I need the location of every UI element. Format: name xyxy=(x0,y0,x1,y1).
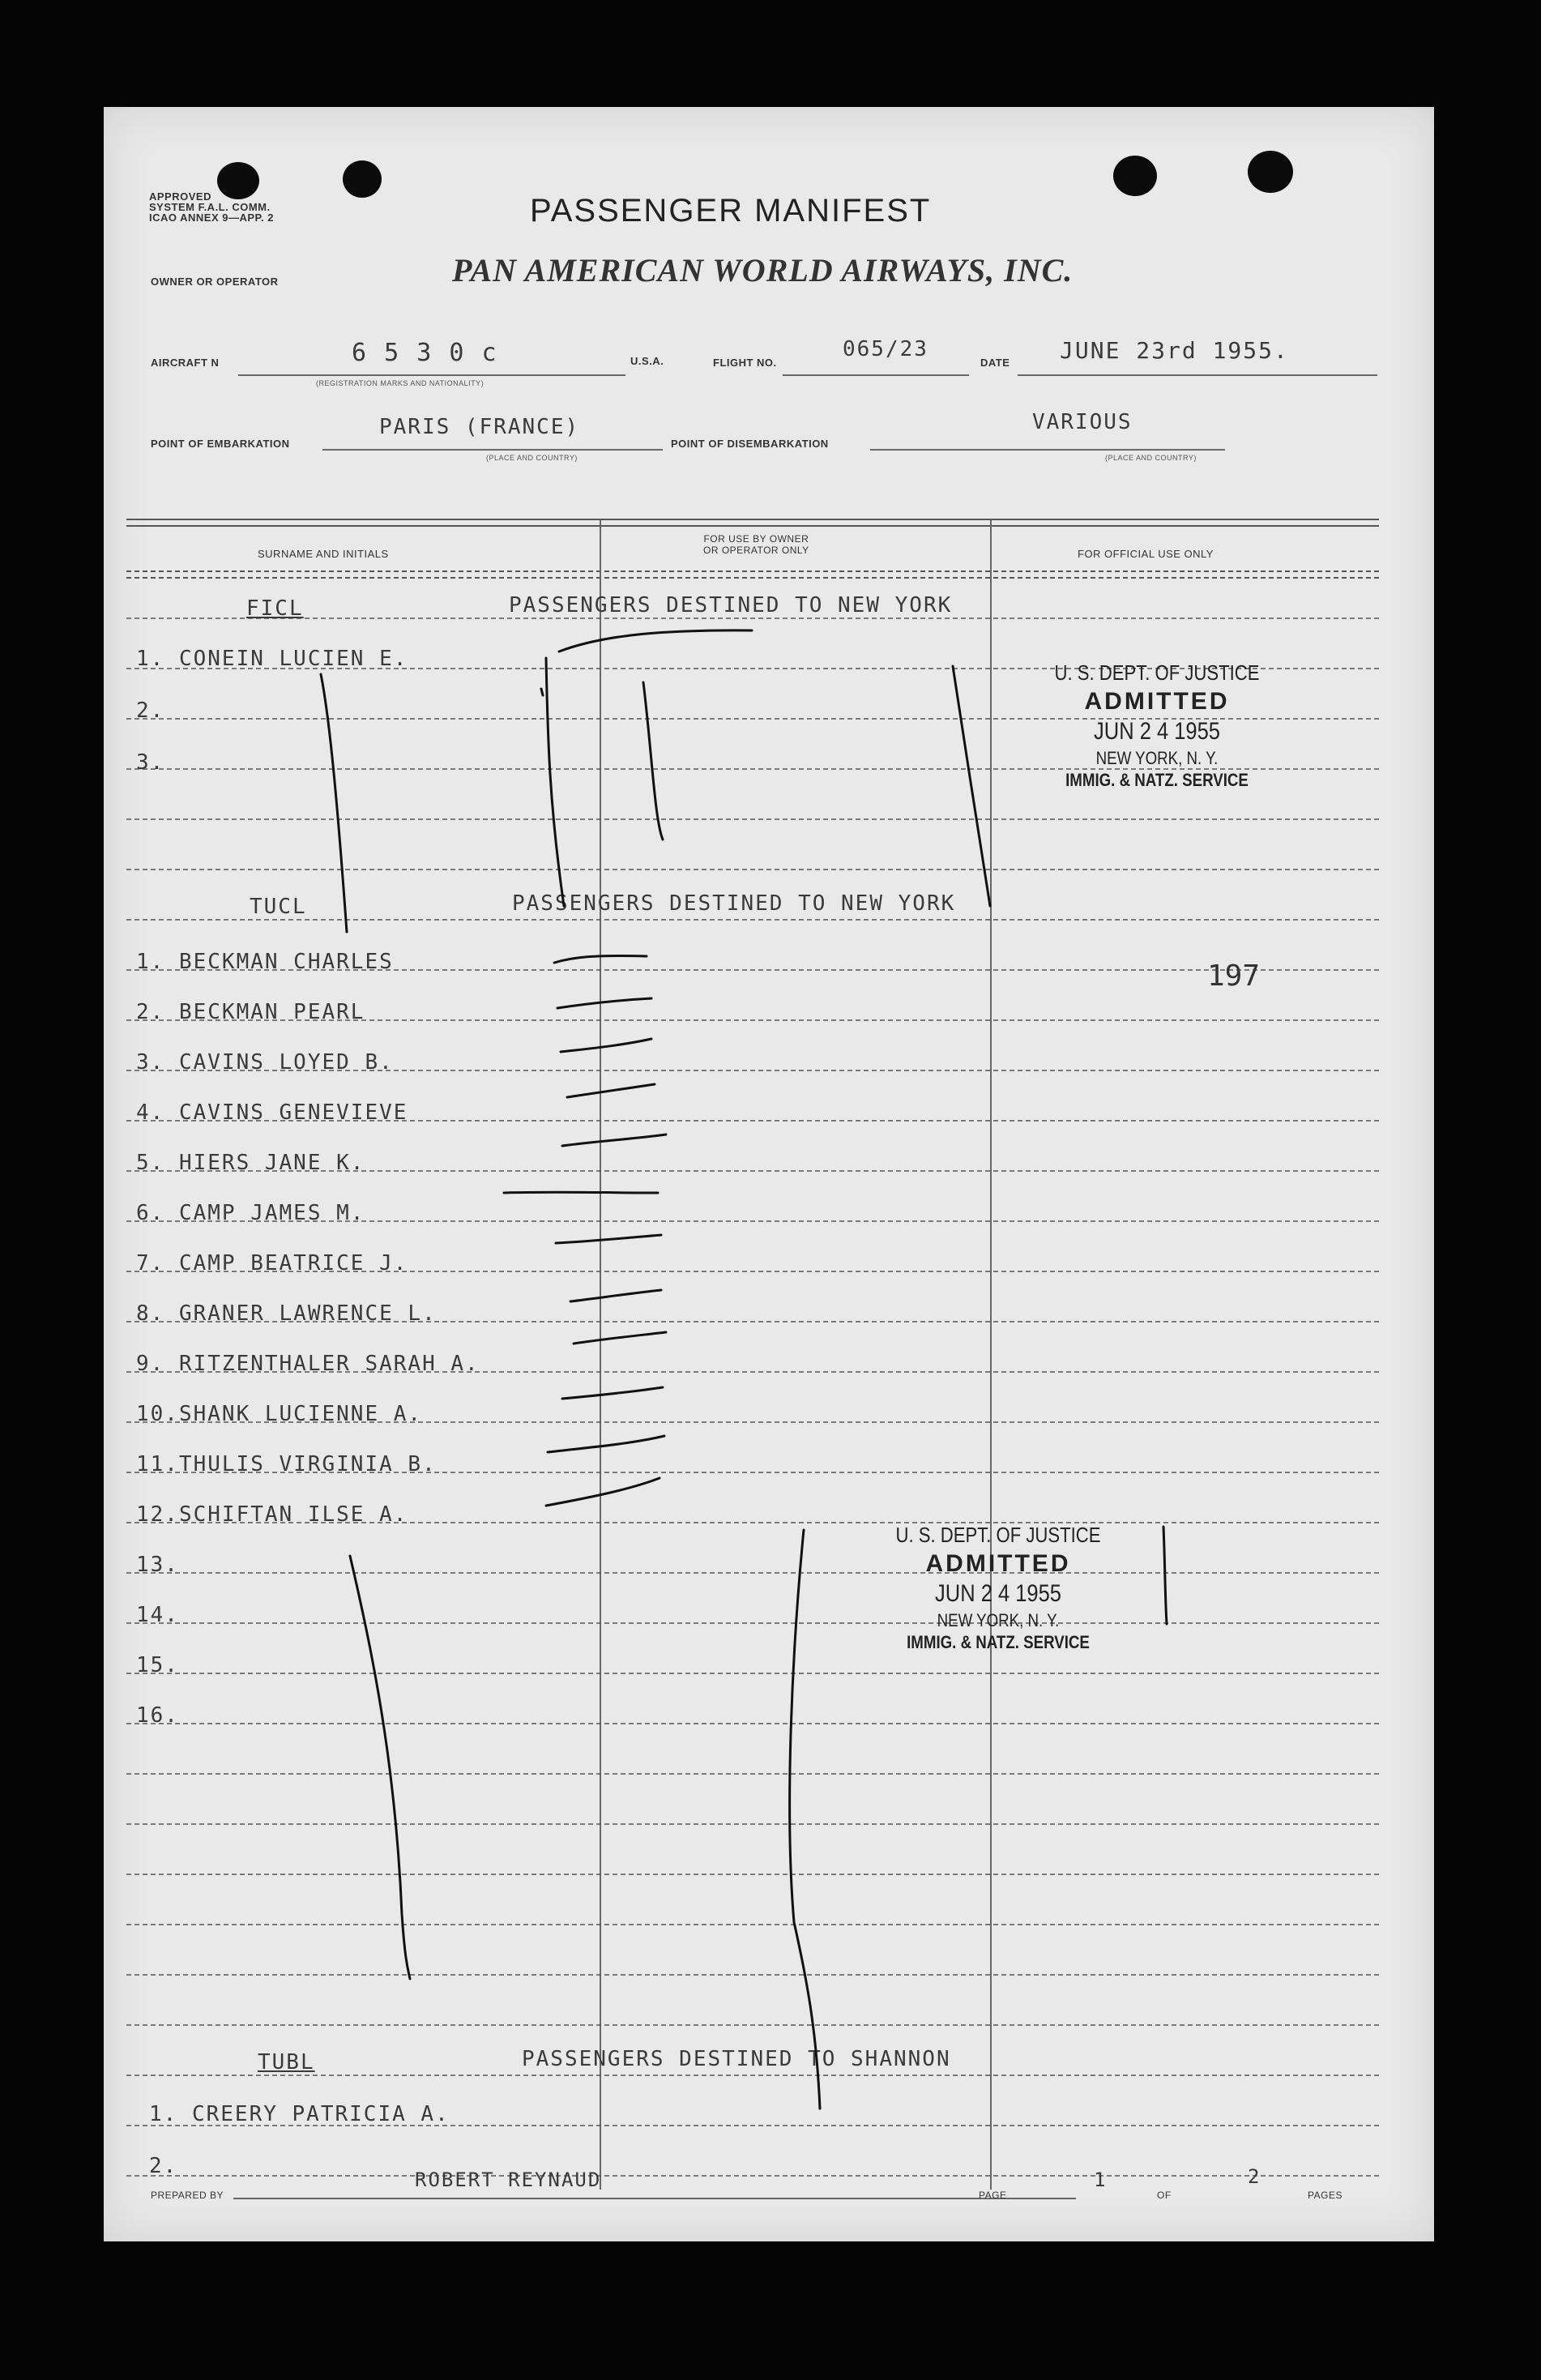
list-item: 16. xyxy=(136,1703,179,1728)
list-item: 1. BECKMAN CHARLES xyxy=(136,950,394,974)
list-item: 12.SCHIFTAN ILSE A. xyxy=(136,1502,408,1527)
list-item: 1. CONEIN LUCIEN E. xyxy=(136,647,408,671)
embark-label: POINT OF EMBARKATION xyxy=(151,438,290,450)
col-official-header: FOR OFFICIAL USE ONLY xyxy=(1078,548,1214,560)
embark-note: (PLACE AND COUNTRY) xyxy=(486,454,578,462)
page-title: PASSENGER MANIFEST xyxy=(530,193,932,229)
list-item: 1. CREERY PATRICIA A. xyxy=(149,2102,450,2126)
list-item: 6. CAMP JAMES M. xyxy=(136,1201,365,1225)
stamp-line: JUN 2 4 1955 xyxy=(1094,718,1220,745)
flight-label: FLIGHT NO. xyxy=(713,357,777,369)
section-code: TUCL xyxy=(250,895,307,919)
list-item: 14. xyxy=(136,1603,179,1627)
embark-value: PARIS (FRANCE) xyxy=(379,415,580,439)
list-item: 8. GRANER LAWRENCE L. xyxy=(136,1301,437,1326)
pages-label: PAGES xyxy=(1308,2190,1343,2201)
owner-value: PAN AMERICAN WORLD AIRWAYS, INC. xyxy=(452,252,1074,288)
list-item: 5. HIERS JANE K. xyxy=(136,1151,365,1175)
section-code: TUBL xyxy=(258,2050,315,2074)
prepared-value: ROBERT REYNAUD xyxy=(415,2168,602,2191)
col-owner-line: OR OPERATOR ONLY xyxy=(703,545,809,556)
stamp-line: ADMITTED xyxy=(925,1549,1071,1577)
list-item: 2. BECKMAN PEARL xyxy=(136,1000,365,1024)
manifest-sheet xyxy=(104,107,1434,2241)
stamp-line: JUN 2 4 1955 xyxy=(935,1580,1061,1607)
section-code: FICL xyxy=(246,596,304,621)
list-item: 11.THULIS VIRGINIA B. xyxy=(136,1452,437,1476)
col-owner-line: FOR USE BY OWNER xyxy=(703,533,809,545)
list-item: 10.SHANK LUCIENNE A. xyxy=(136,1402,423,1426)
flight-value: 065/23 xyxy=(843,337,928,361)
official-number: 197 xyxy=(1207,959,1261,993)
approval-line: SYSTEM F.A.L. COMM. xyxy=(149,201,271,213)
section-destination: PASSENGERS DESTINED TO NEW YORK xyxy=(509,593,953,617)
list-item: 13. xyxy=(136,1553,179,1577)
date-value: JUNE 23rd 1955. xyxy=(1060,337,1289,364)
stamp-line: IMMIG. & NATZ. SERVICE xyxy=(1065,770,1249,790)
list-item: 4. CAVINS GENEVIEVE xyxy=(136,1100,408,1125)
stamp-line: U. S. DEPT. OF JUSTICE xyxy=(895,1523,1101,1547)
stamp-line: U. S. DEPT. OF JUSTICE xyxy=(1054,660,1260,685)
owner-label: OWNER OR OPERATOR xyxy=(151,276,279,288)
list-item: 3. CAVINS LOYED B. xyxy=(136,1050,394,1075)
usa-label: U.S.A. xyxy=(630,355,664,367)
pen-marks xyxy=(104,107,1434,2241)
of-value: 2 xyxy=(1248,2165,1261,2188)
approval-line: ICAO ANNEX 9—APP. 2 xyxy=(149,212,274,224)
aircraft-label: AIRCRAFT N xyxy=(151,357,220,369)
disembark-value: VARIOUS xyxy=(1032,410,1133,434)
stamp-line: NEW YORK, N. Y. xyxy=(1095,747,1219,768)
disembark-note: (PLACE AND COUNTRY) xyxy=(1105,454,1197,462)
list-item: 15. xyxy=(136,1653,179,1677)
disembark-label: POINT OF DISEMBARKATION xyxy=(671,438,829,450)
stamp-line: ADMITTED xyxy=(1084,687,1230,715)
stamp-line: IMMIG. & NATZ. SERVICE xyxy=(907,1632,1090,1652)
list-item: 7. CAMP BEATRICE J. xyxy=(136,1251,408,1275)
of-label: OF xyxy=(1157,2190,1172,2201)
list-item: 3. xyxy=(136,750,165,775)
prepared-label: PREPARED BY xyxy=(151,2190,224,2201)
list-item: 2. xyxy=(136,699,165,723)
aircraft-note: (REGISTRATION MARKS AND NATIONALITY) xyxy=(316,379,484,387)
section-destination: PASSENGERS DESTINED TO NEW YORK xyxy=(512,891,956,916)
aircraft-value: 6 5 3 0 c xyxy=(352,339,498,367)
section-destination: PASSENGERS DESTINED TO SHANNON xyxy=(522,2047,951,2071)
page-label: PAGE xyxy=(979,2190,1007,2201)
page-value: 1 xyxy=(1094,2168,1108,2191)
stamp-line: NEW YORK, N. Y. xyxy=(937,1609,1060,1630)
col-surname-header: SURNAME AND INITIALS xyxy=(258,548,389,560)
list-item: 9. RITZENTHALER SARAH A. xyxy=(136,1352,480,1376)
date-label: DATE xyxy=(980,357,1010,369)
list-item: 2. xyxy=(149,2154,178,2178)
approval-line: APPROVED xyxy=(149,190,211,203)
